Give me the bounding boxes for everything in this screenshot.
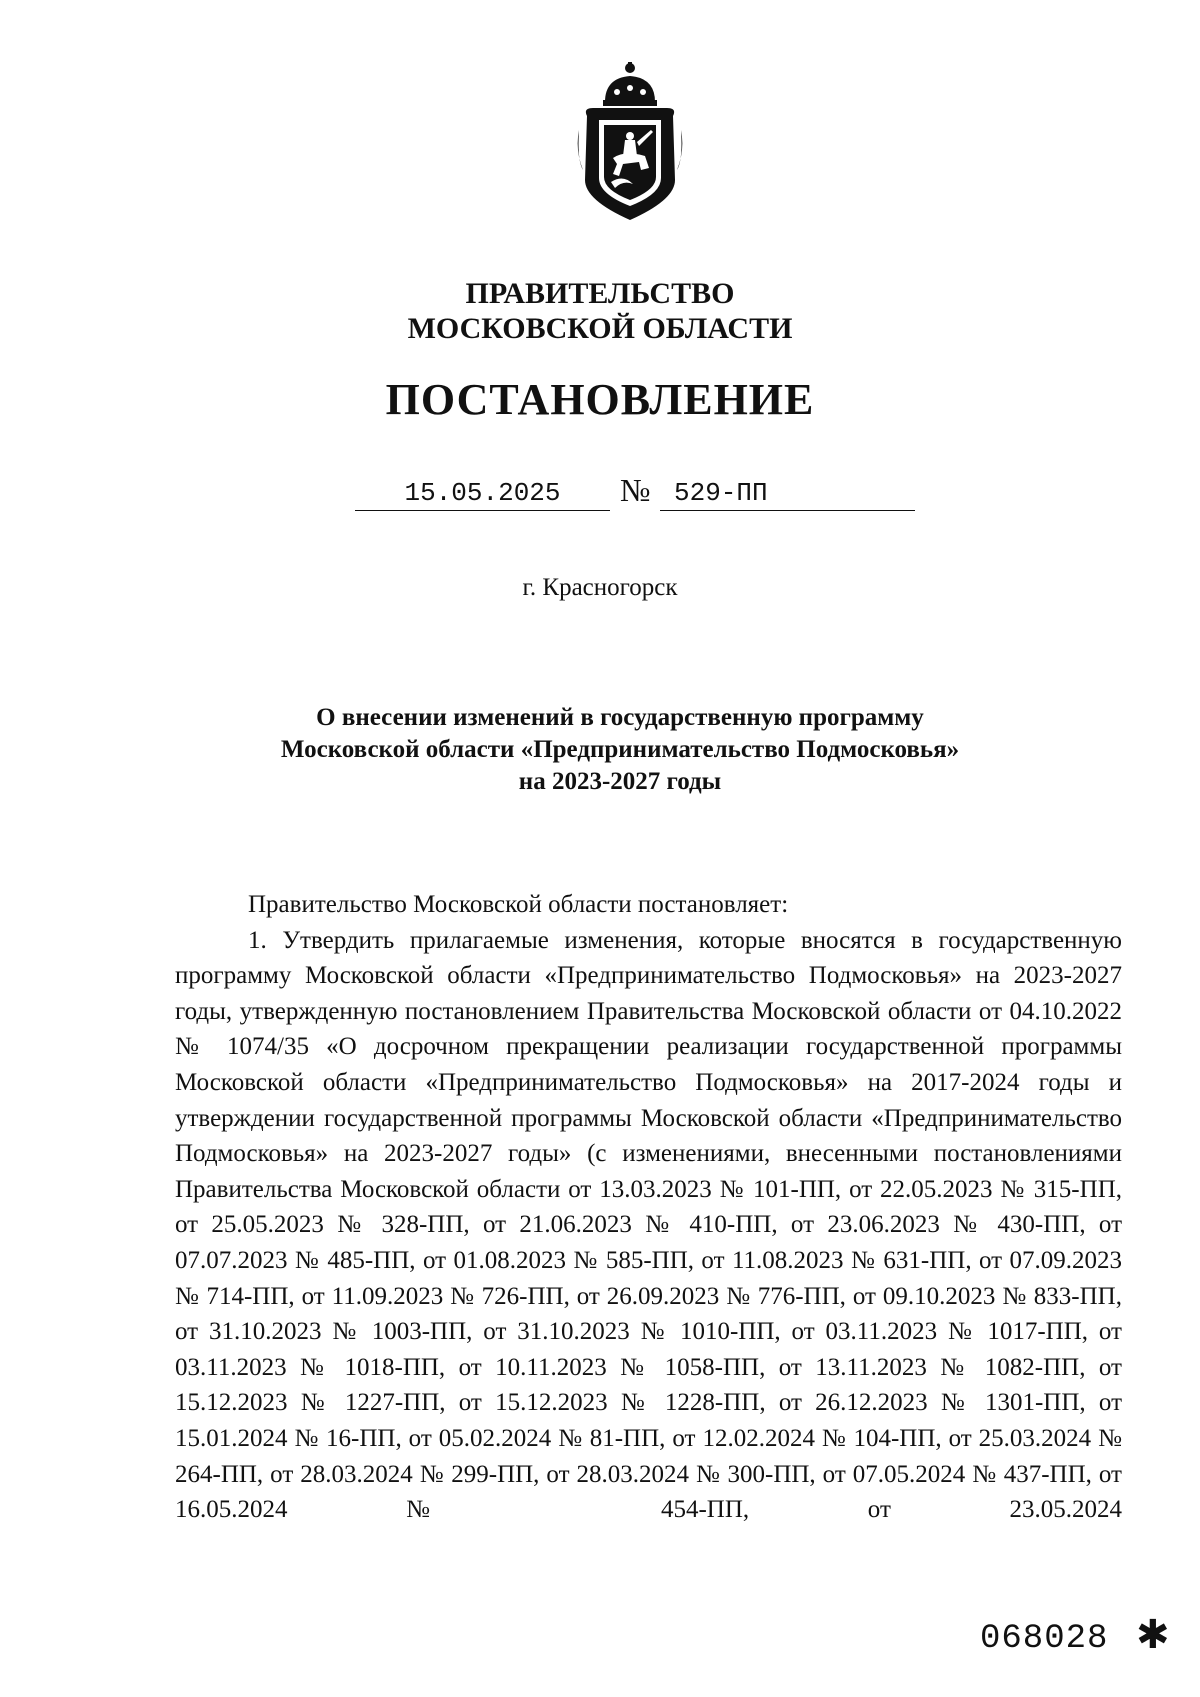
document-number: 529-ПП — [660, 478, 915, 511]
subject-line2: Московской области «Предпринимательство Подмосковья» — [280, 736, 960, 763]
asterisk-mark: ✱ — [1136, 1612, 1170, 1658]
document-date: 15.05.2025 — [355, 478, 610, 511]
org-name-line1: ПРАВИТЕЛЬСТВО — [465, 277, 735, 310]
document-subject — [200, 702, 1040, 798]
body-intro: Правительство Московской области постановляет: — [248, 891, 789, 918]
body-paragraph-1: 1. Утвердить прилагаемые изменения, которые вносятся в государственную программу Московской области «Предпринимательство Подмосковья» на 2023-2027 годы, утвержденную постановлением Правительства Московской области от 04.10.2022 № 1074/35 «О досрочном прекращении реализации государственной программы Московской области «Предпринимательство Подмосковья» на 2017-2024 годы и утверждении государственной программы Московской области «Предпринимательство Подмосковья» на 2023-2027 годы» (с изменениями, внесенными постановлениями Правительства Московской области от 13.03.2023 № 101-ПП, от 22.05.2023 № 315-ПП, от 25.05.2023 № 328-ПП, от 21.06.2023 № 410-ПП, от 23.06.2023 № 430-ПП, от 07.07.2023 № 485-ПП, от 01.08.2023 № 585-ПП, от 11.08.2023 № 631-ПП, от 07.09.2023 № 714-ПП, от 11.09.2023 № 726-ПП, от 26.09.2023 № 776-ПП, от 09.10.2023 № 833-ПП, от 31.10.2023 № 1003-ПП, от 31.10.2023 № 1010-ПП, от 03.11.2023 № 1017-ПП, от 03.11.2023 № 1018-ПП, от 10.11.2023 № 1058-ПП, от 13.11.2023 № 1082-ПП, от 15.12.2023 № 1227-ПП, от 15.12.2023 № 1228-ПП, от 26.12.2023 № 1301-ПП, от 15.01.2024 № 16-ПП, от 05.02.2024 № 81-ПП, от 12.02.2024 № 104-ПП, от 25.03.2024 № 264-ПП, от 28.03.2024 № 299-ПП, от 28.03.2024 № 300-ПП, от 07.05.2024 № 437-ПП, от 16.05.2024 № 454-ПП, от 23.05.2024 — [175, 926, 1122, 1524]
subject-line3: на 2023-2027 годы — [518, 768, 722, 795]
document-body — [175, 887, 1122, 1528]
document-city: г. Красногорск — [522, 574, 678, 601]
number-sign: № — [620, 472, 651, 508]
serial-number: 068028 — [980, 1620, 1109, 1658]
org-name-line2: МОСКОВСКОЙ ОБЛАСТИ — [407, 312, 793, 345]
coat-of-arms-icon — [575, 60, 685, 225]
document-type: ПОСТАНОВЛЕНИЕ — [385, 375, 815, 424]
subject-line1: О внесении изменений в государственную программу — [316, 704, 924, 731]
